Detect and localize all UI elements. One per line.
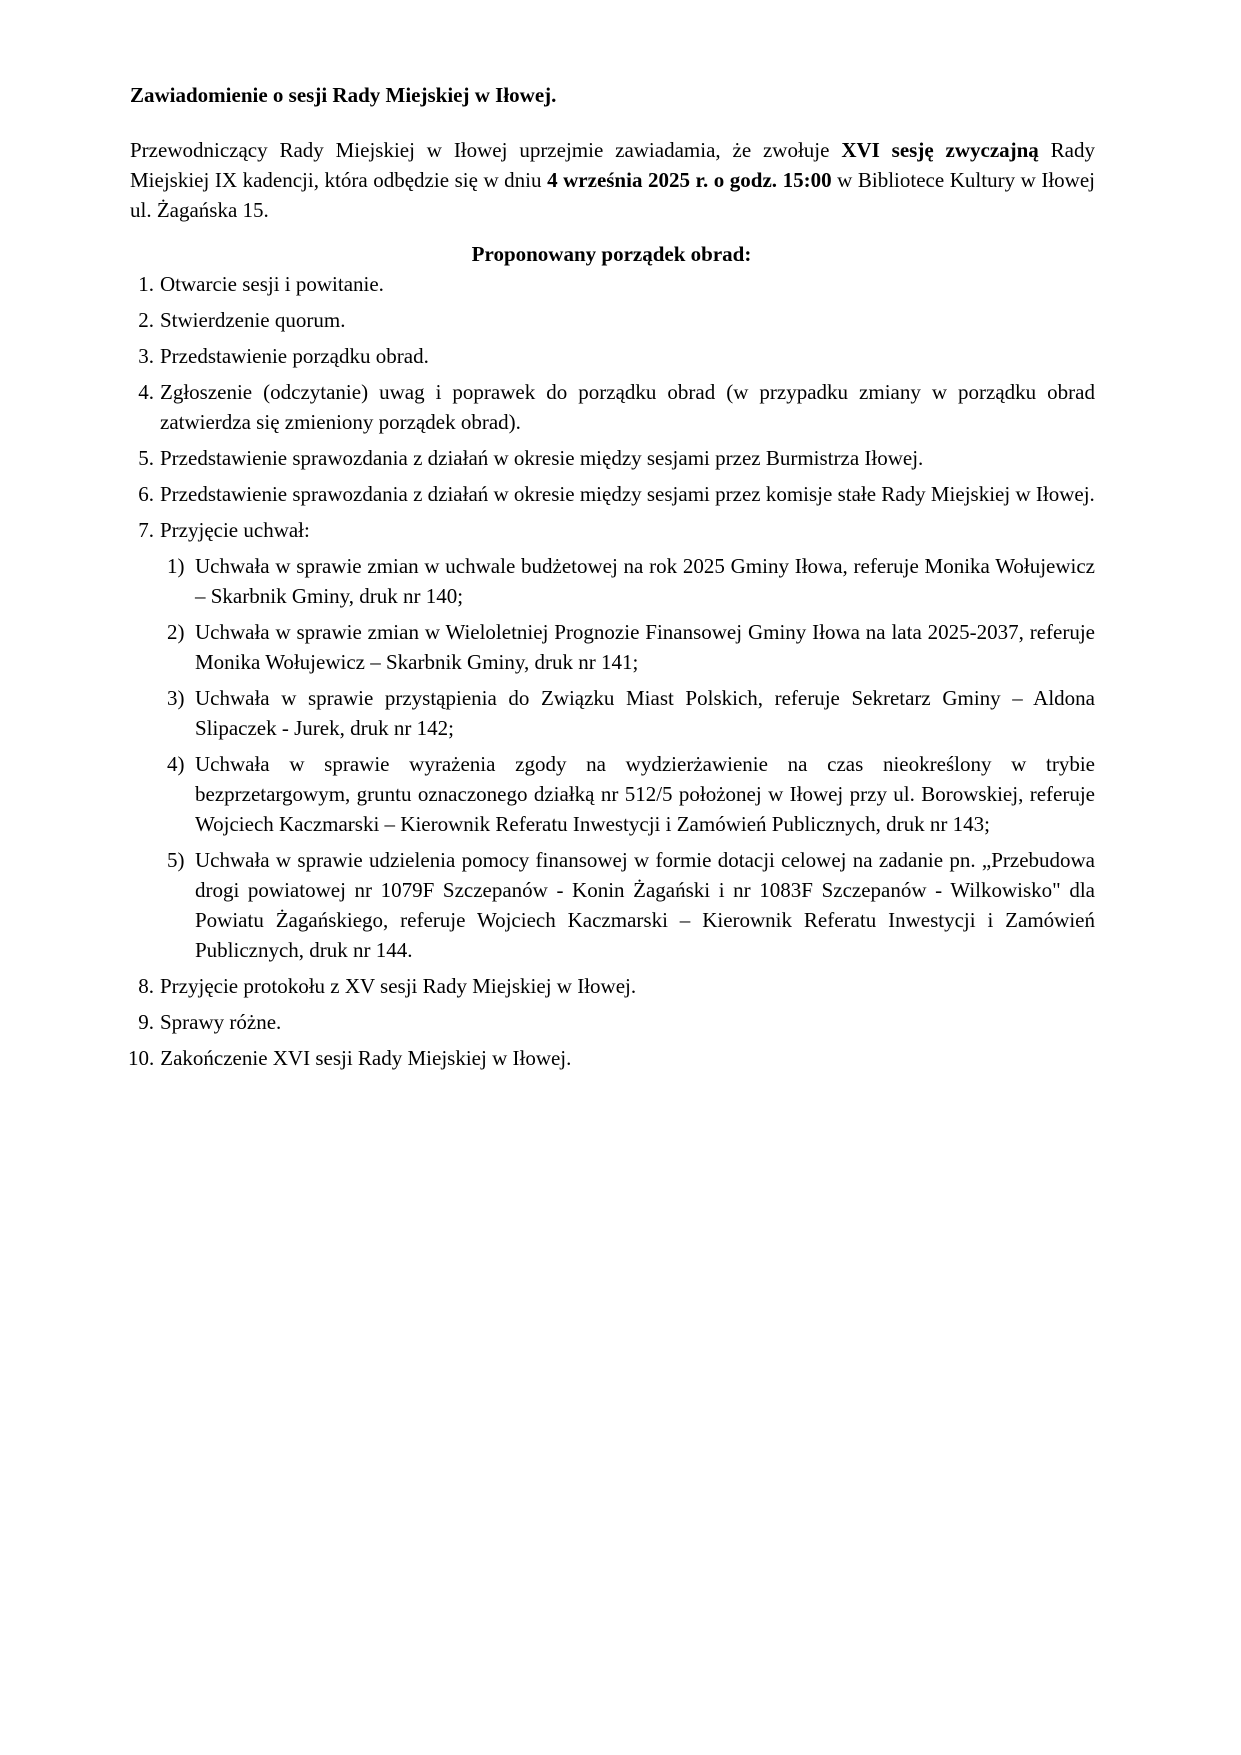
agenda-subitem-text: Uchwała w sprawie udzielenia pomocy finansowej w formie dotacji celowej na zadanie pn. „Przebudowa drogi powiatowej nr 1079F Szczepanów - Konin Żagański i nr 1083F Szczepanów - Wilkowisko" dla Powiatu Żagańskiego, referuje Wojciech Kaczmarski – Kierownik Referatu Inwestycji i Zamówień Publicznych, druk nr 144. <box>195 848 1095 962</box>
intro-bold-session: XVI sesję zwyczajną <box>841 138 1039 162</box>
agenda-subitem-number: 3) <box>167 686 185 710</box>
agenda-item-number: 5. <box>138 446 154 470</box>
agenda-subitem-number: 2) <box>167 620 185 644</box>
agenda-item-4 <box>128 377 1095 437</box>
agenda-item-8 <box>128 971 1095 1001</box>
agenda-item-number: 1. <box>138 272 154 296</box>
intro-bold-date-time: 4 września 2025 r. o godz. 15:00 <box>547 168 832 192</box>
agenda-item-text: Stwierdzenie quorum. <box>160 308 346 332</box>
agenda-item-number: 10. <box>128 1046 155 1070</box>
agenda-item-number: 3. <box>138 344 154 368</box>
agenda-item-number: 9. <box>138 1010 154 1034</box>
agenda-item-3 <box>128 341 1095 371</box>
agenda-item-text: Przedstawienie sprawozdania z działań w okresie między sesjami przez Burmistrza Iłowej. <box>160 446 924 470</box>
agenda-subitem-4 <box>167 749 1095 839</box>
agenda-subitem-number: 4) <box>167 752 185 776</box>
agenda-subitem-text: Uchwała w sprawie wyrażenia zgody na wydzierżawienie na czas nieokreślony w trybie bezprzetargowym, gruntu oznaczonego działką nr 512/5 położonej w Iłowej przy ul. Borowskiej, referuje Wojciech Kaczmarski – Kierownik Referatu Inwestycji i Zamówień Publicznych, druk nr 143; <box>195 752 1095 836</box>
agenda-item-number: 7. <box>138 518 154 542</box>
agenda-heading: Proponowany porządek obrad: <box>471 242 752 266</box>
agenda-item-number: 2. <box>138 308 154 332</box>
agenda-list <box>128 269 1095 1073</box>
agenda-subitem-2 <box>167 617 1095 677</box>
agenda-item-text: Przedstawienie porządku obrad. <box>160 344 429 368</box>
agenda-subitem-5 <box>167 845 1095 965</box>
intro-text-segment: w Bibliotece Kultury w Iłowej ul. Żagańska 15. <box>130 168 1095 222</box>
agenda-subitem-number: 5) <box>167 848 185 872</box>
agenda-item-text: Przyjęcie protokołu z XV sesji Rady Miejskiej w Iłowej. <box>160 974 637 998</box>
agenda-item-text: Otwarcie sesji i powitanie. <box>160 272 384 296</box>
agenda-subitem-number: 1) <box>167 554 185 578</box>
agenda-item-text: Sprawy różne. <box>160 1010 282 1034</box>
intro-text-segment: Rady Miejskiej IX kadencji, która odbędzie się w dniu <box>130 138 1095 192</box>
agenda-item-10 <box>128 1043 1095 1073</box>
agenda-item-text: Zgłoszenie (odczytanie) uwag i poprawek do porządku obrad (w przypadku zmiany w porządku obrad zatwierdza się zmieniony porządek obrad). <box>160 380 1095 434</box>
agenda-item-number: 6. <box>138 482 154 506</box>
agenda-subitem-text: Uchwała w sprawie zmian w uchwale budżetowej na rok 2025 Gminy Iłowa, referuje Monika Wołujewicz – Skarbnik Gminy, druk nr 140; <box>195 554 1095 608</box>
agenda-subitem-3 <box>167 683 1095 743</box>
agenda-item-5 <box>128 443 1095 473</box>
agenda-subitem-text: Uchwała w sprawie zmian w Wieloletniej Prognozie Finansowej Gminy Iłowa na lata 2025-2037, referuje Monika Wołujewicz – Skarbnik Gminy, druk nr 141; <box>195 620 1095 674</box>
agenda-item-7 <box>128 515 1095 545</box>
agenda-item-number: 4. <box>138 380 154 404</box>
agenda-subitem-text: Uchwała w sprawie przystąpienia do Związku Miast Polskich, referuje Sekretarz Gminy – Aldona Slipaczek - Jurek, druk nr 142; <box>195 686 1095 740</box>
agenda-item-6 <box>128 479 1095 509</box>
intro-text-segment: Przewodniczący Rady Miejskiej w Iłowej uprzejmie zawiadamia, że zwołuje <box>130 138 842 162</box>
agenda-item-number: 8. <box>138 974 154 998</box>
agenda-item-2 <box>128 305 1095 335</box>
agenda-item-text: Przyjęcie uchwał: <box>160 518 310 542</box>
agenda-item-1 <box>128 269 1095 299</box>
agenda-item-9 <box>128 1007 1095 1037</box>
agenda-subitem-1 <box>167 551 1095 611</box>
agenda-item-text: Zakończenie XVI sesji Rady Miejskiej w Iłowej. <box>160 1046 572 1070</box>
agenda-item-text: Przedstawienie sprawozdania z działań w okresie między sesjami przez komisje stałe Rady Miejskiej w Iłowej. <box>160 482 1095 506</box>
page-title: Zawiadomienie o sesji Rady Miejskiej w Iłowej. <box>130 83 557 107</box>
intro-paragraph <box>130 135 1095 225</box>
agenda-sublist-resolutions <box>167 551 1095 965</box>
